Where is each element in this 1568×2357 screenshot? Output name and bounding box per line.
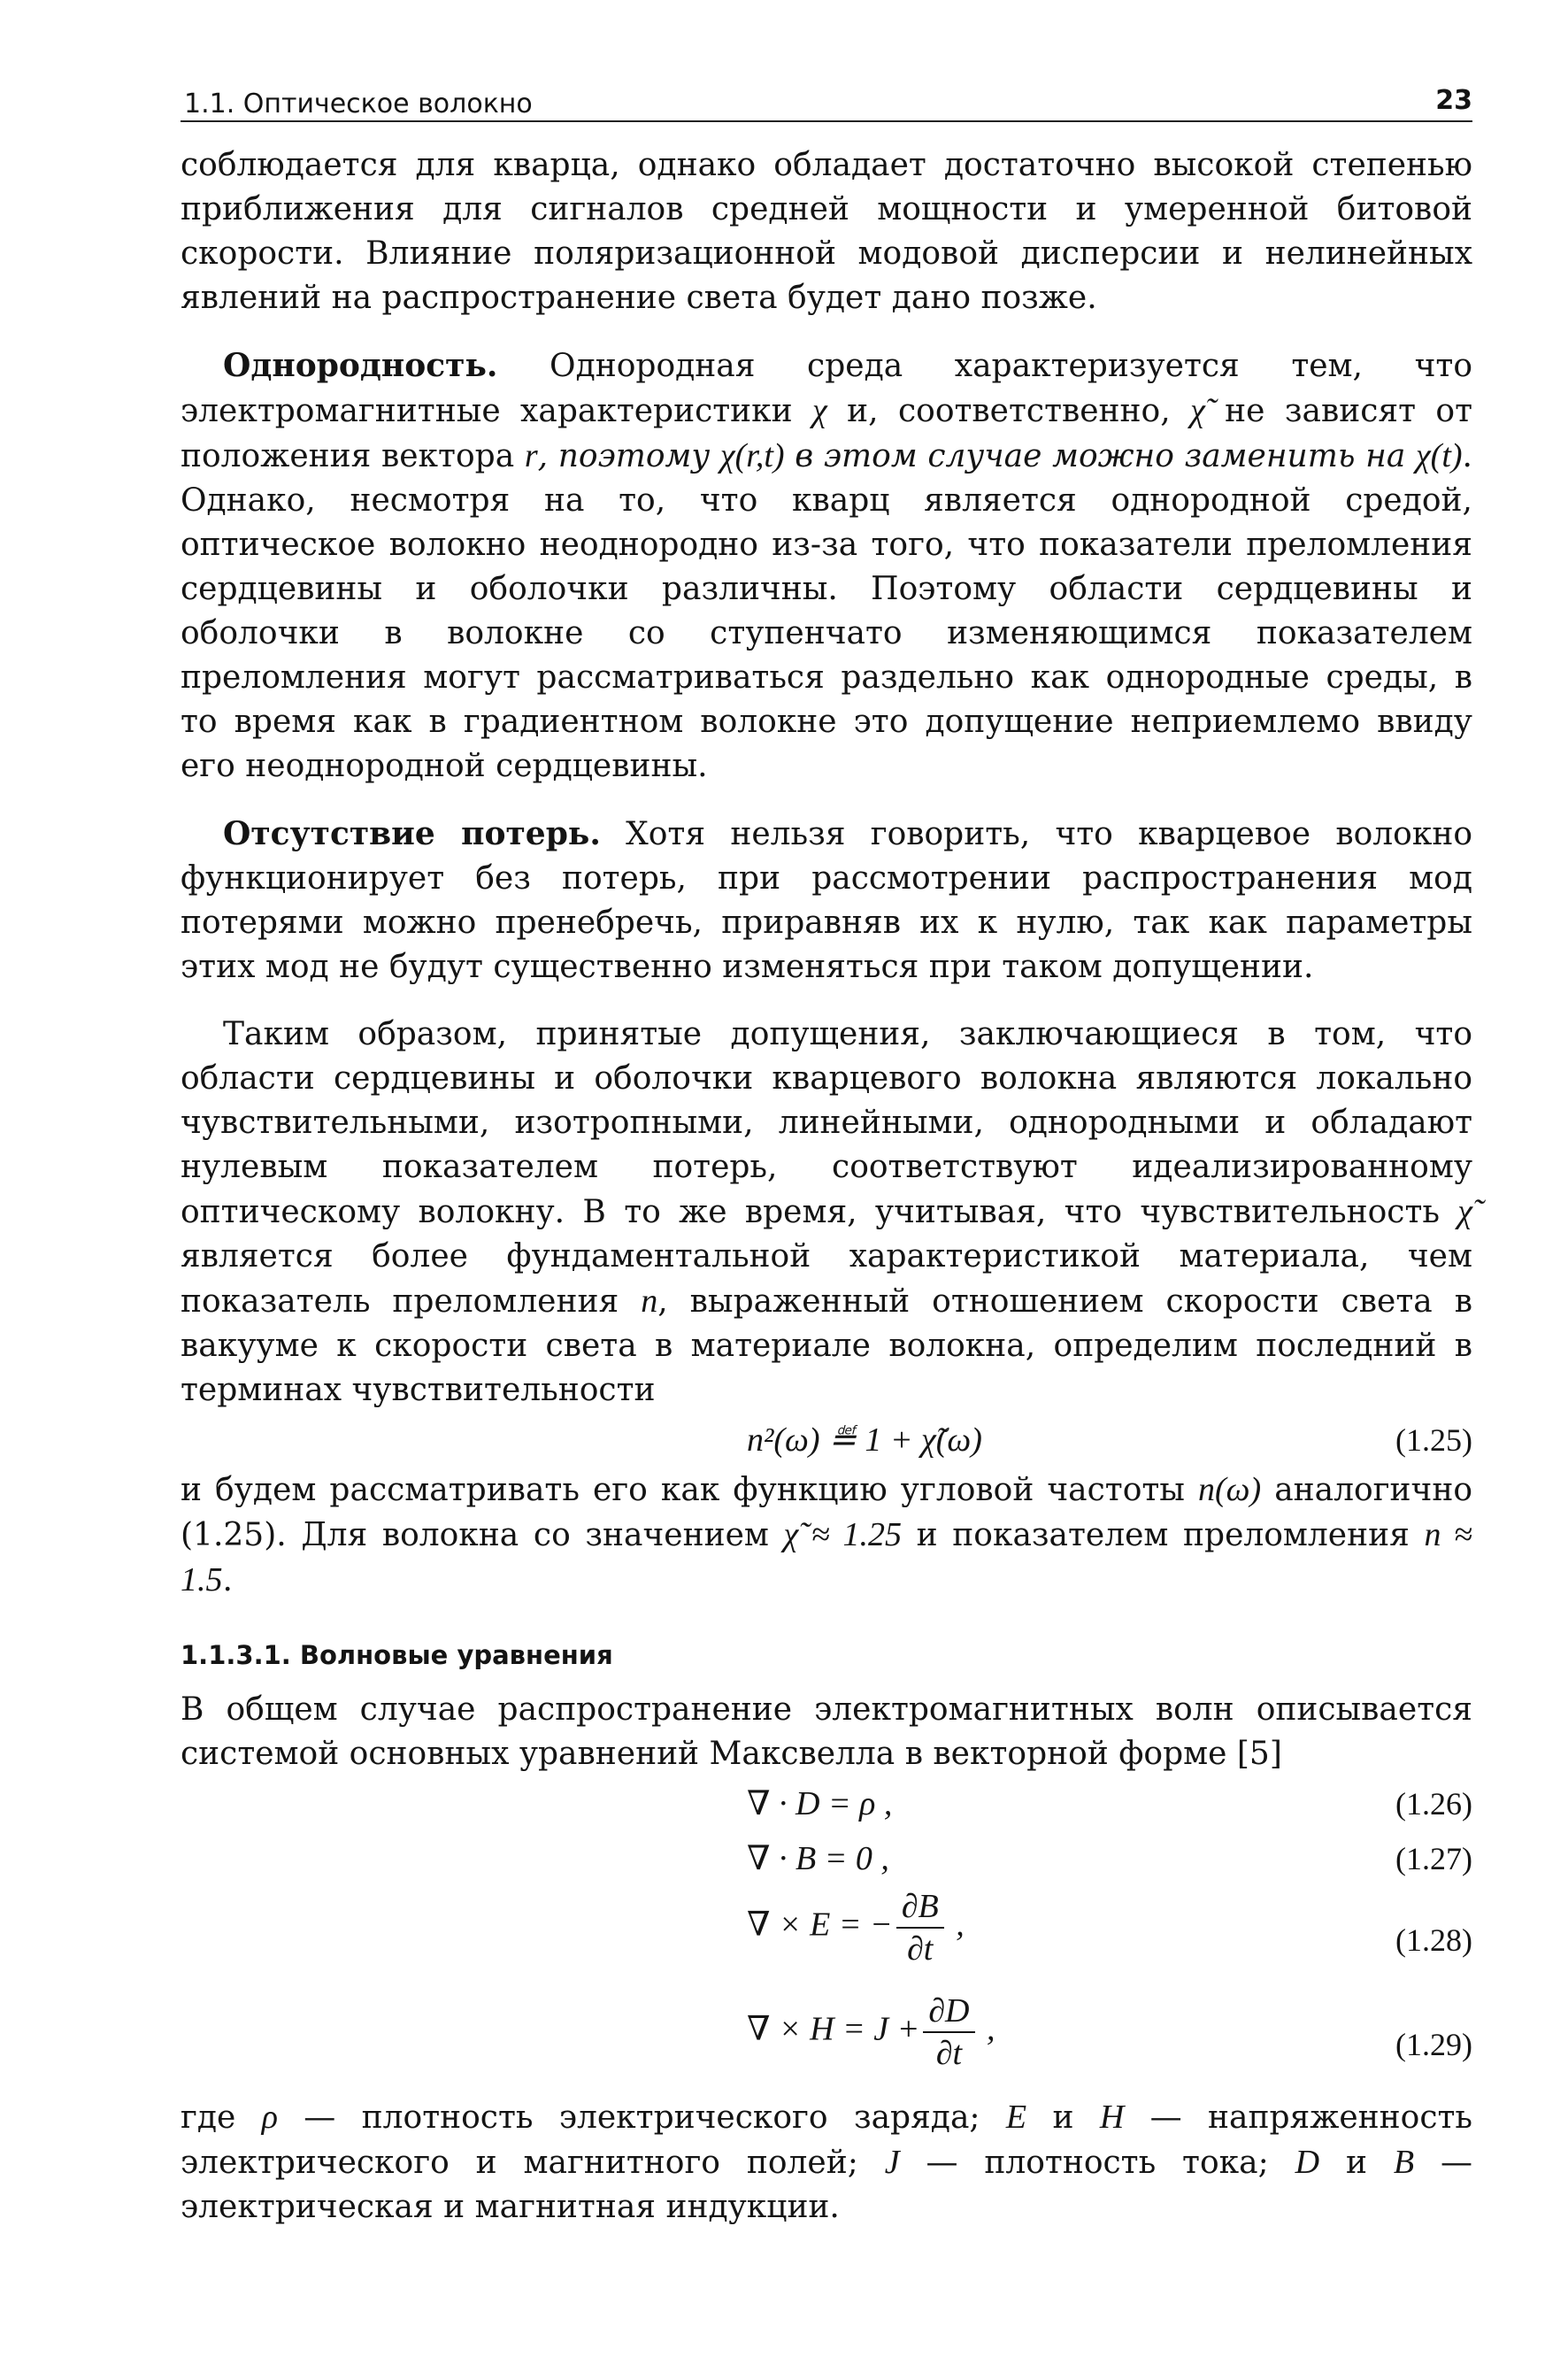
paragraph-definitions	[181, 2095, 1472, 2230]
text-span: Хотя нельзя говорить, что кварцевое волокно функционирует без потерь, при рассмотрении распространения мод потерями можно пренебречь, приравняв их к нулю, так как параметры этих мод не будут существенно изменяться при таком допущении.	[181, 816, 1472, 985]
text-span: и	[1319, 2145, 1394, 2181]
text-span: является более фундаментальной характеристикой материала, чем показатель преломления	[181, 1238, 1472, 1320]
equation-lhs: ∇ × E = −	[747, 1906, 893, 1944]
fraction	[923, 1991, 974, 2074]
equation-1-25	[181, 1413, 1472, 1467]
paragraph-continuation: соблюдается для кварца, однако обладает достаточно высокой степенью приближения для сигналов средней мощности и умеренной битовой скорости. Влияние поляризационной модовой дисперсии и нелинейных явлений на распространение света будет дано позже.	[181, 147, 1472, 316]
fraction-denominator: ∂t	[907, 1930, 934, 1968]
math-chi-tilde: χ̃	[1190, 392, 1205, 429]
fraction-denominator: ∂t	[935, 2035, 963, 2072]
fraction-numerator: ∂B	[896, 1886, 944, 1929]
text-span: где	[181, 2099, 262, 2136]
text-span: — плотность тока;	[899, 2145, 1295, 2181]
text-span: , поэтому	[537, 438, 720, 474]
text-span: и будем рассматривать его как функцию угловой частоты	[181, 1472, 1199, 1508]
math-chi: χ	[812, 392, 827, 429]
equation-1-27	[181, 1831, 1472, 1886]
equation-expression: ∇ · B = 0 ,	[747, 1840, 889, 1877]
fraction	[896, 1886, 944, 1969]
section-heading: 1.1.3.1. Волновые уравнения	[181, 1640, 613, 1670]
equation-number: (1.26)	[1395, 1786, 1472, 1822]
fraction-numerator: ∂D	[923, 1991, 974, 2033]
text-span: не зависят от положения вектора	[181, 393, 1473, 474]
math-chi-t: χ(t)	[1415, 437, 1463, 474]
math-rho: ρ	[261, 2099, 278, 2136]
math-n-approx: n ≈ 1.5	[181, 1516, 1473, 1598]
equation-number: (1.29)	[1395, 2027, 1472, 2062]
paragraph-maxwell-intro: В общем случае распространение электромагнитных волн описывается системой основных уравнений Максвелла в векторной форме [5]	[181, 1691, 1472, 1772]
math-D: D	[1295, 2144, 1320, 2181]
equation-tail: ,	[947, 1906, 965, 1944]
text-span: — электрическая и магнитная индукции.	[181, 2145, 1472, 2225]
text-span: .	[222, 1562, 233, 1598]
math-n: n	[641, 1282, 658, 1320]
paragraph-homogeneity	[181, 343, 1472, 789]
equation-1-28	[181, 1886, 1472, 1991]
equation-expression	[747, 1991, 995, 2074]
equation-number: (1.27)	[1395, 1841, 1472, 1876]
equation-expression: n²(ω) ≝ 1 + χ̃(ω)	[747, 1421, 982, 1459]
math-B: B	[1393, 2144, 1415, 2181]
running-header	[181, 85, 1472, 122]
text-span: . Однако, несмотря на то, что кварц является однородной средой, оптическое волокно неоднородно из-за того, что показатели преломления сердцевины и оболочки различны. Поэтому области сердцевины и оболочки в волокне со ступенчато изменяющимся показателем преломления могут рассматриваться раздельно как однородные среды, в то время как в градиентном волокне это допущение неприемлемо ввиду его неоднородной сердцевины.	[181, 438, 1472, 784]
equation-expression	[747, 1886, 965, 1969]
equation-tail: ,	[978, 2010, 995, 2048]
text-span: в этом случае можно заменить на	[784, 438, 1416, 474]
page-number: 23	[1435, 85, 1472, 116]
text-span: и	[1026, 2099, 1100, 2136]
math-chi-tilde: χ̃	[1457, 1193, 1472, 1230]
equation-1-26	[181, 1776, 1472, 1831]
math-E: E	[1005, 2099, 1027, 2136]
paragraph-after-eq	[181, 1467, 1472, 1603]
text-span: — плотность электрического заряда;	[277, 2099, 1006, 2136]
math-chi-approx: χ̃ ≈ 1.25	[783, 1516, 902, 1553]
body-text	[181, 143, 1472, 2230]
text-span: и показателем преломления	[902, 1517, 1425, 1553]
term-no-losses: Отсутствие потерь.	[223, 815, 601, 852]
equation-1-29	[181, 1991, 1472, 2095]
math-r: r	[524, 437, 538, 474]
text-span: и, соответственно,	[826, 393, 1191, 429]
text-span: , выраженный отношением скорости света в вакууме к скорости света в материале волокна, определим последний в терминах чувствительности	[181, 1283, 1472, 1408]
equation-number: (1.28)	[1395, 1922, 1472, 1958]
equation-expression: ∇ · D = ρ ,	[747, 1785, 893, 1822]
paragraph-no-losses	[181, 812, 1472, 990]
math-H: H	[1099, 2099, 1125, 2136]
math-J: J	[884, 2144, 900, 2181]
equation-lhs: ∇ × H = J +	[747, 2010, 920, 2048]
text-span: Таким образом, принятые допущения, заключающиеся в том, что области сердцевины и оболочки кварцевого волокна являются локально чувствительными, изотропными, линейными, однородными и обладают нулевым показателем потерь, соответствуют идеализированному оптическому волокну. В то же время, учитывая, что чувствительность	[181, 1016, 1472, 1230]
term-homogeneity: Однородность.	[223, 347, 498, 384]
math-n-omega: n(ω)	[1198, 1471, 1262, 1508]
text-span: Однородная среда характеризуется тем, что электромагнитные характеристики	[181, 348, 1472, 429]
equation-number: (1.25)	[1395, 1422, 1472, 1458]
page	[181, 85, 1472, 2230]
text-span: — напряженность электрического и магнитного полей;	[181, 2099, 1472, 2181]
header-section-title: 1.1. Оптическое волокно	[184, 89, 533, 119]
paragraph-summary	[181, 1013, 1472, 1413]
math-chi-rt: χ(r,t)	[719, 437, 785, 474]
text-span: аналогично (1.25). Для волокна со значением	[181, 1472, 1472, 1553]
